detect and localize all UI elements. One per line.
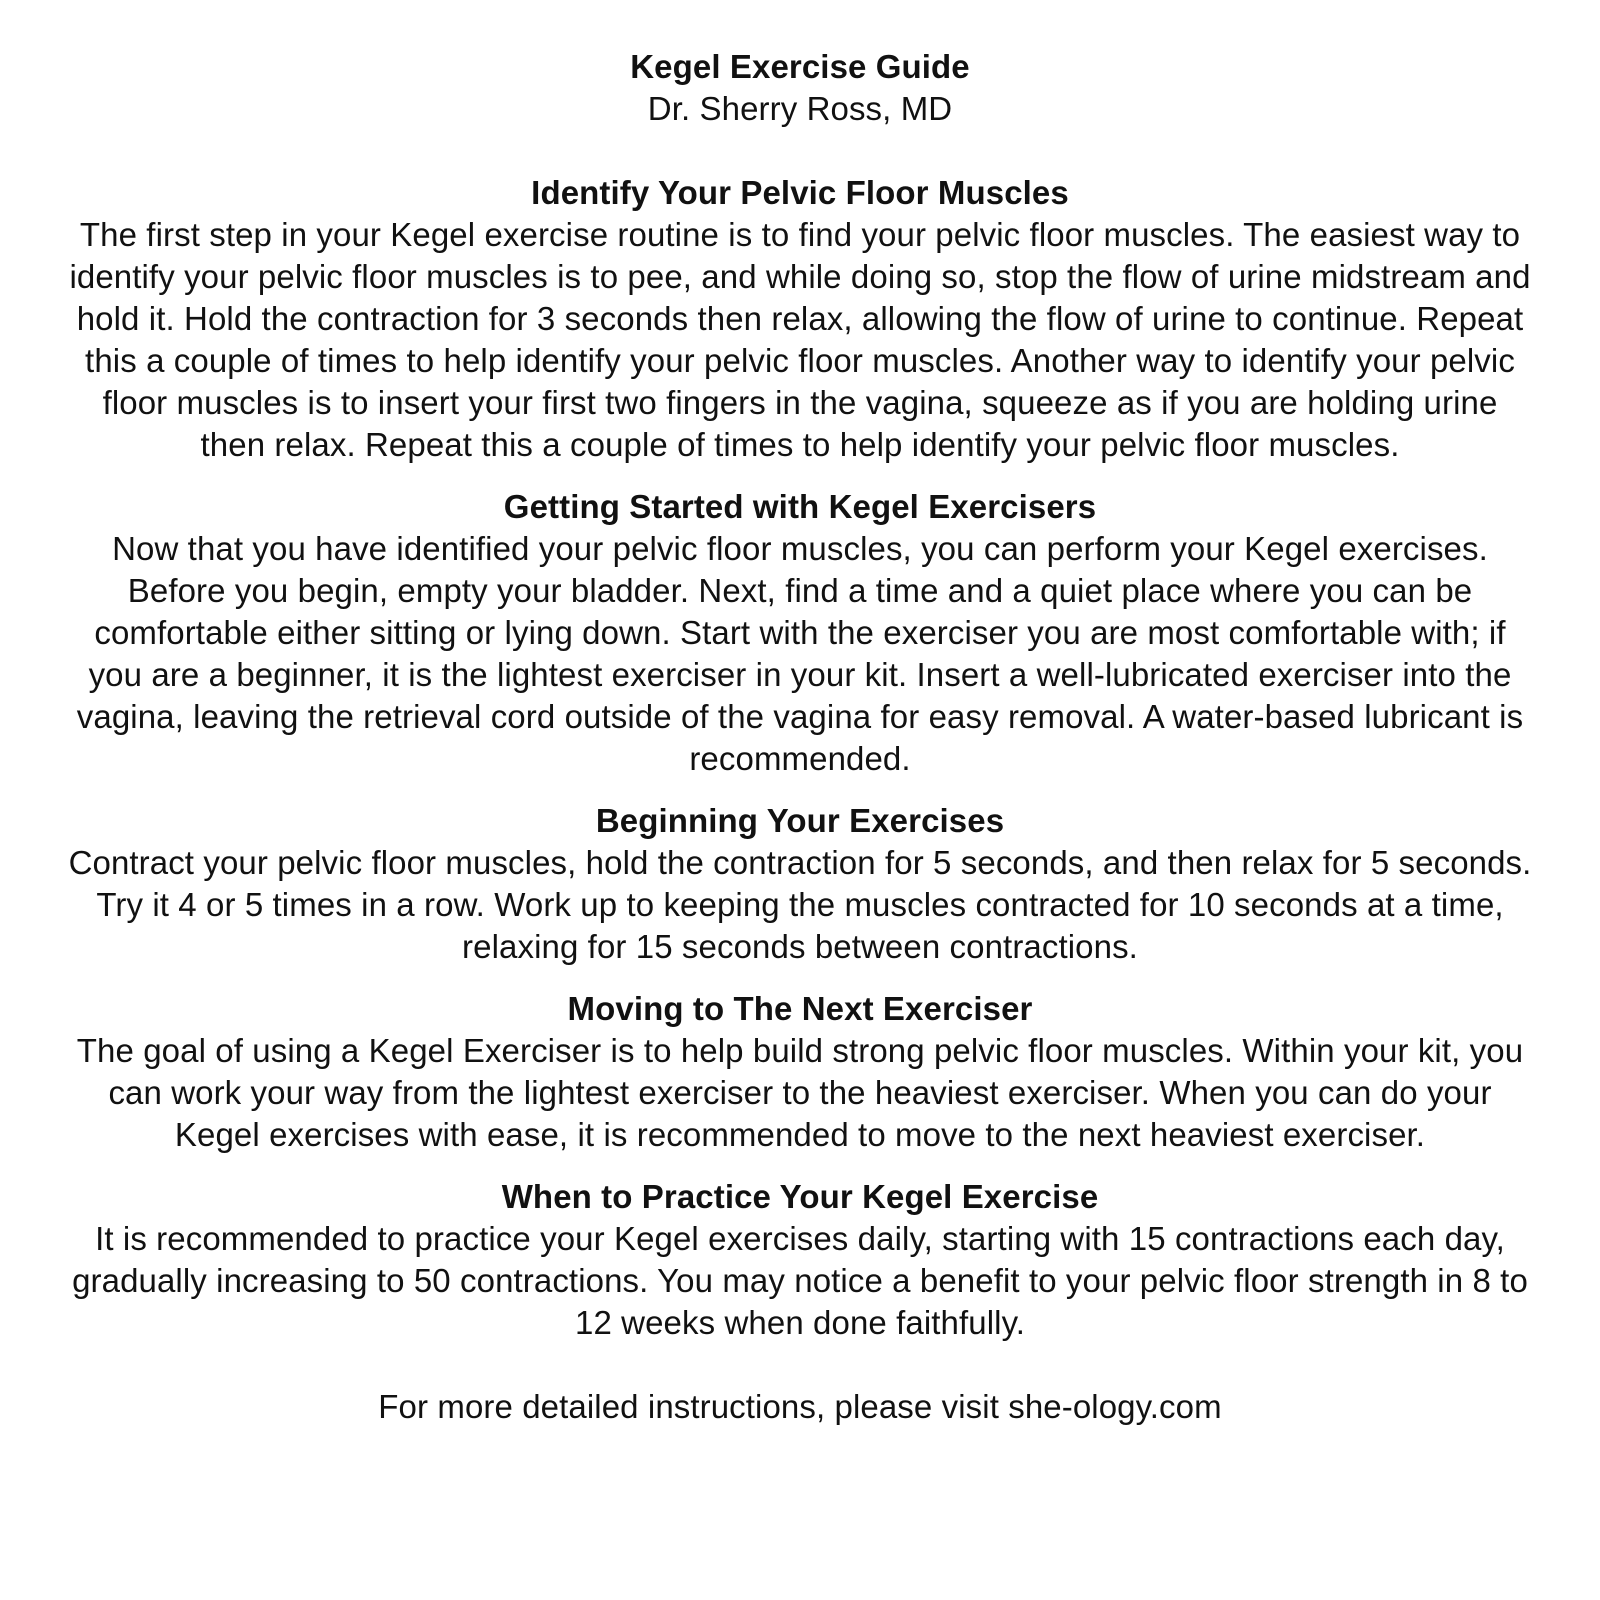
section-identify-pelvic-floor: [68, 172, 1532, 466]
section-when-to-practice: [68, 1176, 1532, 1344]
section-heading: Getting Started with Kegel Exercisers: [503, 488, 1097, 525]
section-heading: When to Practice Your Kegel Exercise: [501, 1178, 1099, 1215]
document-author: Dr. Sherry Ross, MD: [647, 90, 953, 127]
section-body: The goal of using a Kegel Exerciser is to help build strong pelvic floor muscles. Within your kit, you can work your way from the lightest exerciser to the heaviest exerciser. When you can do your Kegel exercises with ease, it is recommended to move to the next heaviest exerciser.: [76, 1032, 1524, 1153]
section-body: It is recommended to practice your Kegel exercises daily, starting with 15 contractions each day, gradually increasing to 50 contractions. You may notice a benefit to your pelvic floor strength in 8 to 12 weeks when done faithfully.: [72, 1220, 1528, 1341]
section-body: The first step in your Kegel exercise routine is to find your pelvic floor muscles. The easiest way to identify your pelvic floor muscles is to pee, and while doing so, stop the flow of urine midstream and hold it. Hold the contraction for 3 seconds then relax, allowing the flow of urine to continue. Repeat this a couple of times to help identify your pelvic floor muscles. Another way to identify your pelvic floor muscles is to insert your first two fingers in the vagina, squeeze as if you are holding urine then relax. Repeat this a couple of times to help identify your pelvic floor muscles.: [69, 216, 1531, 463]
section-body: Contract your pelvic floor muscles, hold the contraction for 5 seconds, and then relax for 5 seconds. Try it 4 or 5 times in a row. Work up to keeping the muscles contracted for 10 seconds at a time, relaxing for 15 seconds between contractions.: [68, 844, 1532, 965]
section-heading: Identify Your Pelvic Floor Muscles: [531, 174, 1069, 211]
document-content: [68, 46, 1532, 1428]
section-body: Now that you have identified your pelvic floor muscles, you can perform your Kegel exercises. Before you begin, empty your bladder. Next, find a time and a quiet place where you can be comfortable either sitting or lying down. Start with the exerciser you are most comfortable with; if you are a beginner, it is the lightest exerciser in your kit. Insert a well-lubricated exerciser into the vagina, leaving the retrieval cord outside of the vagina for easy removal. A water-based lubricant is recommended.: [76, 530, 1524, 777]
section-next-exerciser: [68, 988, 1532, 1156]
section-getting-started: [68, 486, 1532, 780]
section-heading: Moving to The Next Exerciser: [567, 990, 1033, 1027]
document-title: Kegel Exercise Guide: [630, 48, 970, 85]
section-heading: Beginning Your Exercises: [595, 802, 1005, 839]
section-beginning-exercises: [68, 800, 1532, 968]
footer-note: For more detailed instructions, please visit she-ology.com: [378, 1388, 1222, 1425]
